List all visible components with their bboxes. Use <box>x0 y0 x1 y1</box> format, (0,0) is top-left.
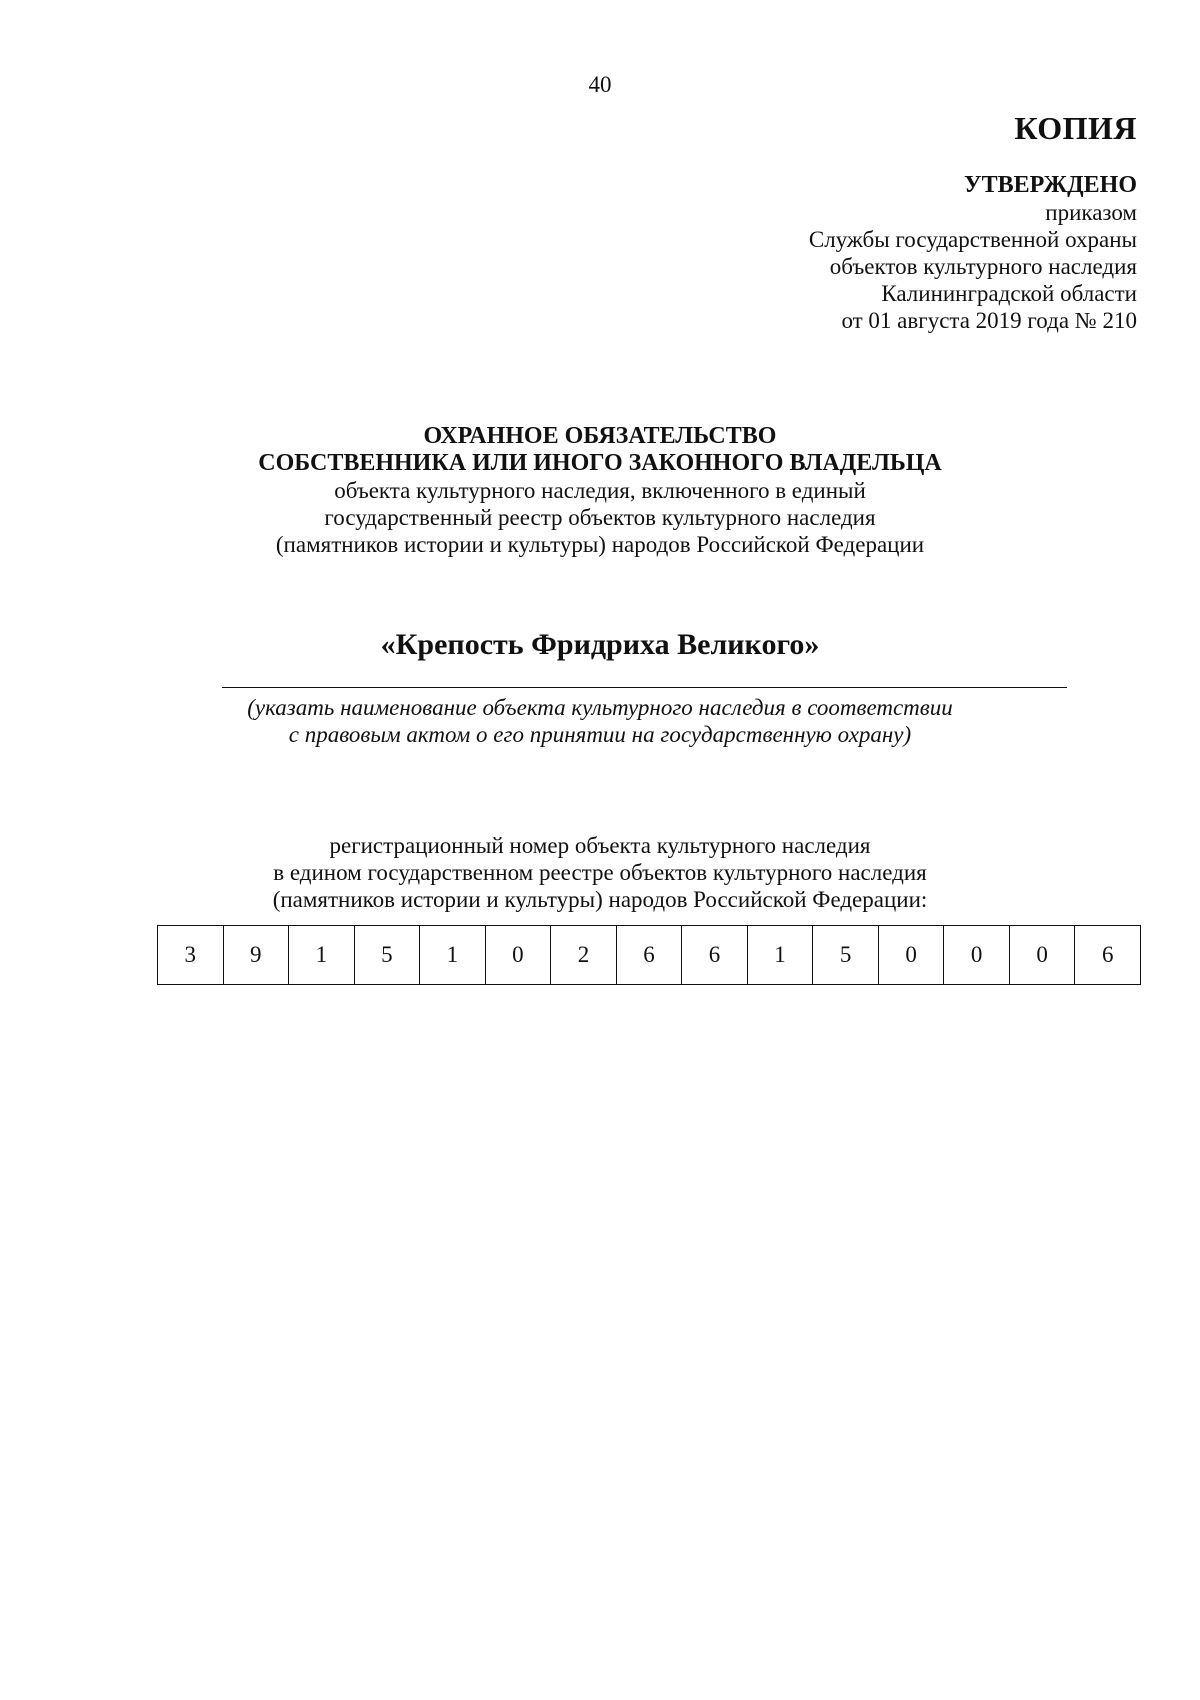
registration-digit: 0 <box>944 926 1010 985</box>
registration-digit: 6 <box>616 926 682 985</box>
registration-digit: 1 <box>747 926 813 985</box>
title-line: СОБСТВЕННИКА ИЛИ ИНОГО ЗАКОННОГО ВЛАДЕЛЬЦА <box>258 450 942 476</box>
subtitle-line: (памятников истории и культуры) народов Российской Федерации <box>275 532 925 557</box>
caption-line: регистрационный номер объекта культурного наследия <box>329 833 871 858</box>
divider-line <box>222 687 1067 688</box>
caption-line: в едином государственном реестре объектов культурного наследия <box>273 860 927 885</box>
registration-digit: 5 <box>813 926 879 985</box>
registration-number-table <box>157 925 1141 985</box>
registration-digit: 2 <box>551 926 617 985</box>
object-name-hint <box>0 694 1200 748</box>
registration-digit: 5 <box>354 926 420 985</box>
approval-heading: УТВЕРЖДЕНО <box>963 172 1137 198</box>
registration-digit: 6 <box>1075 926 1141 985</box>
registration-caption <box>0 832 1200 913</box>
approval-line: объектов культурного наследия <box>829 254 1137 279</box>
hint-line: с правовым актом о его принятии на государственную охрану) <box>288 722 912 747</box>
approval-line: Службы государственной охраны <box>808 227 1137 252</box>
approval-block <box>809 172 1137 334</box>
approval-line: приказом <box>1045 200 1137 225</box>
registration-digit: 0 <box>1009 926 1075 985</box>
caption-line: (памятников истории и культуры) народов Российской Федерации: <box>272 887 928 912</box>
page-number: 40 <box>588 72 612 97</box>
subtitle-line: государственный реестр объектов культурного наследия <box>324 505 876 530</box>
registration-digit: 0 <box>485 926 551 985</box>
registration-digit: 9 <box>223 926 289 985</box>
copy-stamp: КОПИЯ <box>1014 110 1137 146</box>
registration-digit: 0 <box>878 926 944 985</box>
approval-line: от 01 августа 2019 года № 210 <box>841 308 1137 333</box>
title-line: ОХРАННОЕ ОБЯЗАТЕЛЬСТВО <box>423 423 777 449</box>
registration-digit: 1 <box>289 926 355 985</box>
registration-digit: 1 <box>420 926 486 985</box>
approval-line: Калининградской области <box>881 281 1137 306</box>
registration-digit: 3 <box>158 926 224 985</box>
document-title <box>0 423 1200 558</box>
hint-line: (указать наименование объекта культурного наследия в соответствии <box>247 695 953 720</box>
subtitle-line: объекта культурного наследия, включенного в единый <box>334 478 866 503</box>
registration-number-row <box>158 926 1141 985</box>
registration-digit: 6 <box>682 926 748 985</box>
object-name: «Крепость Фридриха Великого» <box>380 628 820 661</box>
